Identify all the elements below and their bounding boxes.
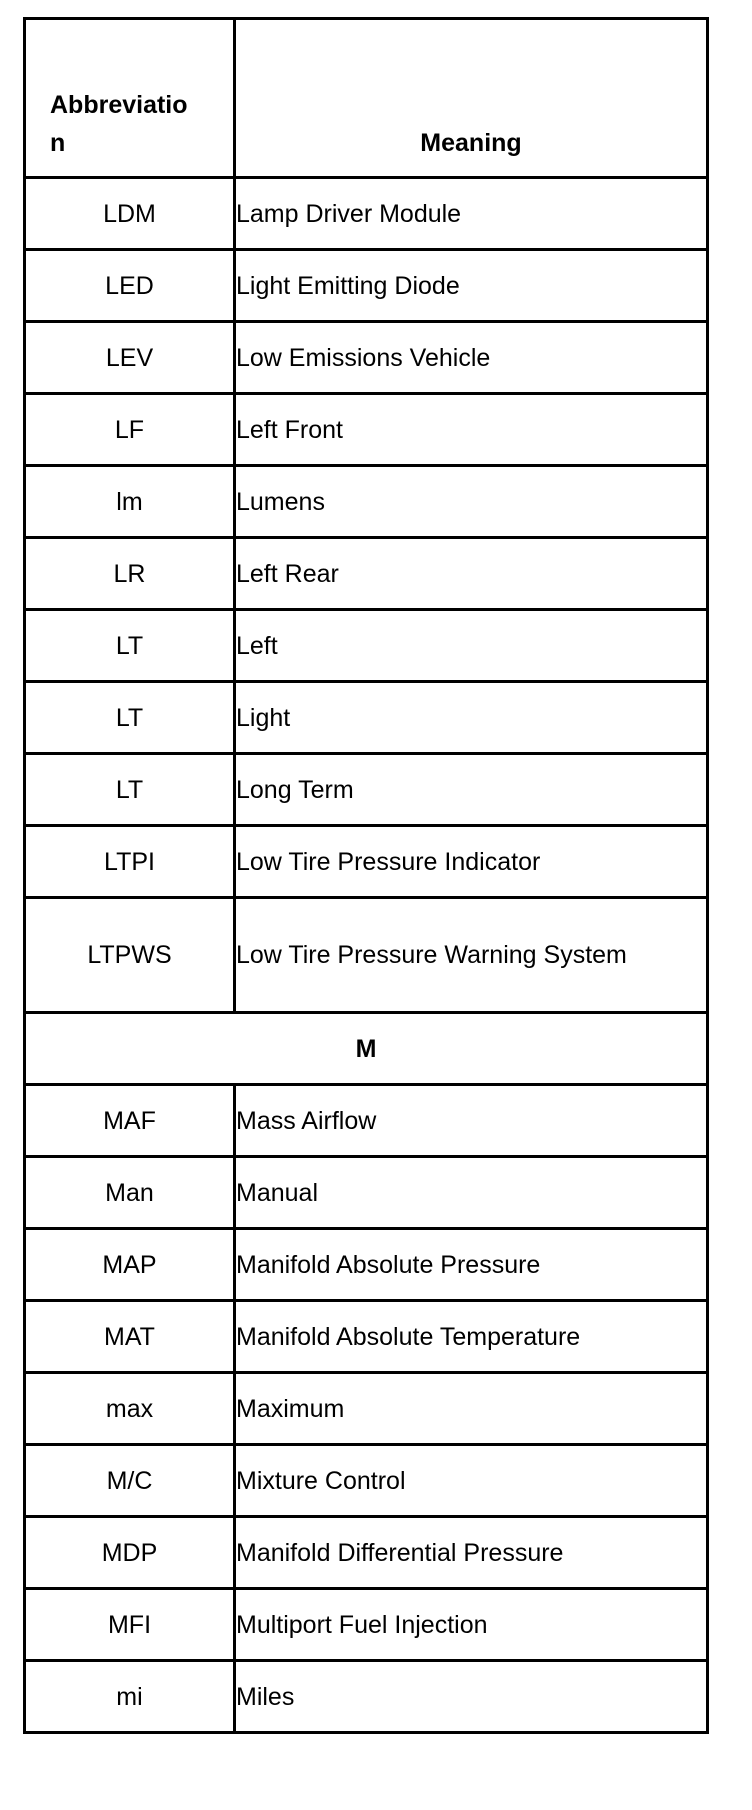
meaning-cell: Mass Airflow [235, 1085, 708, 1157]
abbreviation-cell: Man [25, 1157, 235, 1229]
abbreviation-cell: LDM [25, 178, 235, 250]
meaning-cell: Left Rear [235, 538, 708, 610]
abbreviation-cell: LF [25, 394, 235, 466]
table-row [25, 1517, 708, 1589]
meaning-cell: Manifold Absolute Pressure [235, 1229, 708, 1301]
meaning-cell: Miles [235, 1661, 708, 1733]
table-row [25, 826, 708, 898]
table-row [25, 1229, 708, 1301]
table-row [25, 1085, 708, 1157]
abbreviation-cell: LT [25, 610, 235, 682]
table-row [25, 682, 708, 754]
table-row [25, 538, 708, 610]
table-row [25, 250, 708, 322]
meaning-cell: Light Emitting Diode [235, 250, 708, 322]
meaning-cell: Lamp Driver Module [235, 178, 708, 250]
section-letter-m: M [25, 1013, 708, 1085]
meaning-cell: Multiport Fuel Injection [235, 1589, 708, 1661]
table-row [25, 1301, 708, 1373]
abbreviation-table [23, 17, 709, 1734]
table-row [25, 178, 708, 250]
abbreviation-cell: LTPWS [25, 898, 235, 1013]
meaning-cell: Low Emissions Vehicle [235, 322, 708, 394]
table-row [25, 1373, 708, 1445]
table-row [25, 322, 708, 394]
abbreviation-cell: lm [25, 466, 235, 538]
meaning-cell: Lumens [235, 466, 708, 538]
meaning-cell: Manifold Absolute Temperature [235, 1301, 708, 1373]
abbreviation-cell: LT [25, 682, 235, 754]
abbreviation-cell: mi [25, 1661, 235, 1733]
abbreviation-cell: MFI [25, 1589, 235, 1661]
meaning-cell: Maximum [235, 1373, 708, 1445]
meaning-cell: Left [235, 610, 708, 682]
table-row [25, 898, 708, 1013]
abbreviation-cell: LTPI [25, 826, 235, 898]
table-row [25, 610, 708, 682]
table-row [25, 1661, 708, 1733]
table-header-row [25, 19, 708, 178]
section-header-row [25, 1013, 708, 1085]
meaning-cell: Left Front [235, 394, 708, 466]
table-row [25, 466, 708, 538]
meaning-cell: Light [235, 682, 708, 754]
meaning-cell: Low Tire Pressure Indicator [235, 826, 708, 898]
abbreviation-cell: LED [25, 250, 235, 322]
abbreviation-column-header: Abbreviation [25, 19, 235, 178]
abbreviation-cell: LR [25, 538, 235, 610]
table-row [25, 754, 708, 826]
table-row [25, 1589, 708, 1661]
abbreviation-cell: MAP [25, 1229, 235, 1301]
meaning-cell: Long Term [235, 754, 708, 826]
table-row [25, 1445, 708, 1517]
table-row [25, 1157, 708, 1229]
meaning-cell: Manual [235, 1157, 708, 1229]
abbreviation-cell: MAT [25, 1301, 235, 1373]
abbreviation-cell: max [25, 1373, 235, 1445]
table-row [25, 394, 708, 466]
abbreviation-cell: M/C [25, 1445, 235, 1517]
meaning-cell: Mixture Control [235, 1445, 708, 1517]
meaning-cell: Low Tire Pressure Warning System [235, 898, 708, 1013]
abbreviation-cell: LEV [25, 322, 235, 394]
meaning-cell: Manifold Differential Pressure [235, 1517, 708, 1589]
abbreviation-cell: MAF [25, 1085, 235, 1157]
abbreviation-cell: LT [25, 754, 235, 826]
meaning-column-header: Meaning [235, 19, 708, 178]
abbreviation-cell: MDP [25, 1517, 235, 1589]
